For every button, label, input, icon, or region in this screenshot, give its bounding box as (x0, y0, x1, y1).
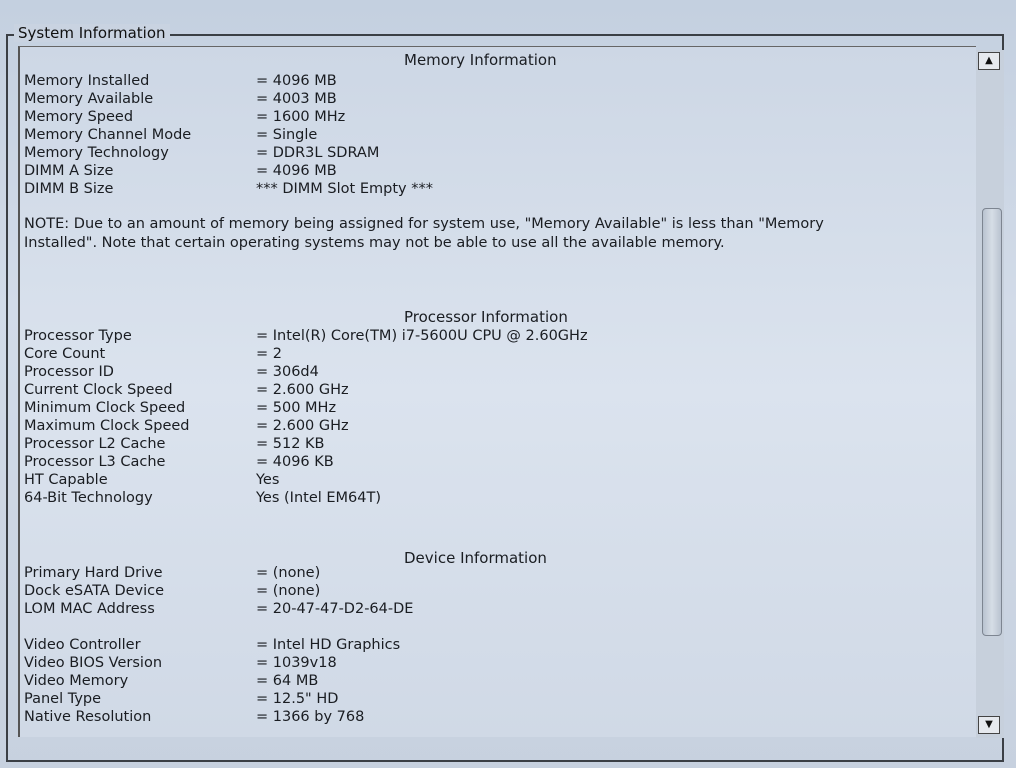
row-value: = 512 KB (256, 436, 325, 452)
processor-row (24, 382, 349, 398)
row-value: = 20-47-47-D2-64-DE (256, 601, 414, 617)
row-label: Video Controller (24, 637, 141, 653)
row-value: = 2.600 GHz (256, 382, 349, 398)
row-label: Video Memory (24, 673, 129, 689)
row-label: Memory Channel Mode (24, 127, 192, 143)
memory-row (24, 91, 337, 107)
device-row (24, 637, 400, 653)
device-row (24, 673, 318, 689)
row-label: Memory Installed (24, 73, 150, 89)
row-label: Memory Speed (24, 109, 134, 125)
row-value: = Intel HD Graphics (256, 637, 401, 653)
row-value: = 12.5" HD (256, 691, 339, 707)
row-value: = 1366 by 768 (256, 709, 365, 725)
row-value: = (none) (256, 565, 321, 581)
row-label: Maximum Clock Speed (24, 418, 190, 434)
device-row (24, 709, 364, 725)
row-label: DIMM A Size (24, 163, 114, 179)
row-value: = 4096 MB (256, 163, 337, 179)
row-value: = 1600 MHz (256, 109, 346, 125)
row-value: = 1039v18 (256, 655, 337, 671)
row-label: Memory Available (24, 91, 154, 107)
processor-row (24, 472, 279, 488)
processor-row (24, 418, 349, 434)
device-heading: Device Information (404, 549, 547, 567)
scrollbar-thumb[interactable] (982, 208, 1002, 636)
row-label: Processor L3 Cache (24, 454, 166, 470)
memory-row (24, 145, 379, 161)
device-row (24, 691, 338, 707)
device-row (24, 601, 413, 617)
row-value: = Intel(R) Core(TM) i7-5600U CPU @ 2.60GHz (256, 328, 588, 344)
scroll-up-button[interactable] (978, 52, 1000, 70)
row-label: Core Count (24, 346, 106, 362)
processor-row (24, 346, 282, 362)
row-label: Dock eSATA Device (24, 583, 165, 599)
row-label: Video BIOS Version (24, 655, 163, 671)
memory-row (24, 73, 337, 89)
processor-row (24, 436, 325, 452)
processor-row (24, 490, 381, 506)
triangle-down-icon: ▼ (985, 719, 993, 730)
memory-row (24, 127, 317, 143)
processor-row (24, 454, 334, 470)
row-label: Processor ID (24, 364, 114, 380)
row-label: LOM MAC Address (24, 601, 155, 617)
row-label: Native Resolution (24, 709, 152, 725)
memory-note: NOTE: Due to an amount of memory being assigned for system use, "Memory Available" is less than "Memory Installed". Note that certain operating systems may not be able to use all the available memory. (24, 216, 824, 251)
info-panel (18, 46, 976, 737)
processor-row (24, 364, 319, 380)
row-value: = DDR3L SDRAM (256, 145, 380, 161)
row-value: Yes (Intel EM64T) (256, 490, 382, 506)
row-value: Yes (256, 472, 280, 488)
scroll-down-button[interactable] (978, 716, 1000, 734)
memory-row (24, 163, 337, 179)
device-row (24, 565, 320, 581)
processor-row (24, 400, 336, 416)
row-label: Processor Type (24, 328, 132, 344)
row-label: Current Clock Speed (24, 382, 173, 398)
row-value: = (none) (256, 583, 321, 599)
device-row (24, 583, 320, 599)
memory-row (24, 181, 433, 197)
row-value: = 2 (256, 346, 282, 362)
row-value: *** DIMM Slot Empty *** (256, 181, 433, 197)
row-label: HT Capable (24, 472, 108, 488)
row-label: Memory Technology (24, 145, 169, 161)
row-value: = 306d4 (256, 364, 319, 380)
row-value: = 4096 MB (256, 73, 337, 89)
row-value: = 64 MB (256, 673, 319, 689)
row-label: Panel Type (24, 691, 102, 707)
row-value: = 2.600 GHz (256, 418, 349, 434)
row-value: = Single (256, 127, 318, 143)
processor-row (24, 328, 588, 344)
window-title: System Information (14, 24, 170, 42)
row-label: Minimum Clock Speed (24, 400, 186, 416)
row-value: = 500 MHz (256, 400, 337, 416)
row-label: DIMM B Size (24, 181, 114, 197)
row-value: = 4096 KB (256, 454, 334, 470)
processor-heading: Processor Information (404, 308, 568, 326)
memory-row (24, 109, 345, 125)
row-value: = 4003 MB (256, 91, 337, 107)
row-label: 64-Bit Technology (24, 490, 153, 506)
triangle-up-icon: ▲ (985, 55, 993, 66)
row-label: Primary Hard Drive (24, 565, 163, 581)
memory-heading: Memory Information (404, 51, 557, 69)
device-row (24, 655, 337, 671)
row-label: Processor L2 Cache (24, 436, 166, 452)
